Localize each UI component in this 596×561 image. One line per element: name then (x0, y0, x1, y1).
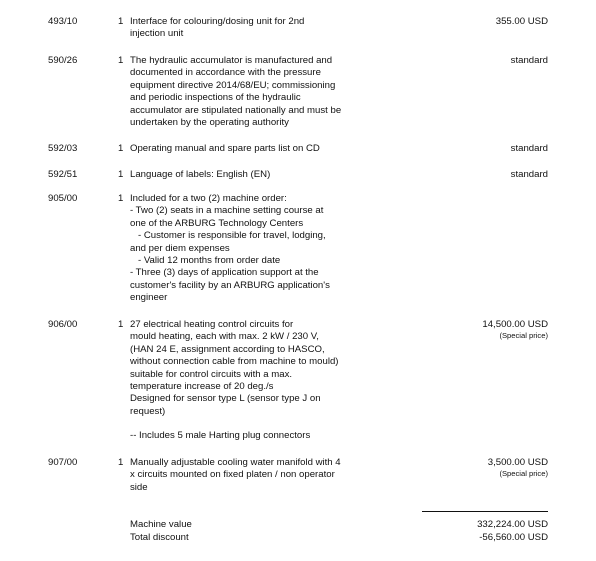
description-line: 27 electrical heating control circuits for (130, 319, 294, 330)
item-quantity: 1 (118, 193, 124, 204)
price-value: 355.00 USD (495, 16, 548, 27)
description-line: Interface for colouring/dosing unit for 2nd (130, 16, 305, 27)
price-value: standard (510, 143, 548, 154)
description-line: - Two (2) seats in a machine setting course at (130, 205, 324, 217)
description-line: - Customer is responsible for travel, lodging, (130, 230, 326, 242)
description-line: equipment directive 2014/68/EU; commissioning (130, 79, 336, 91)
description-line: Designed for sensor type L (sensor type J on (130, 393, 321, 405)
item-description (130, 16, 370, 41)
description-line: Language of labels: English (EN) (130, 169, 271, 180)
description-line: x circuits mounted on fixed platen / non operator (130, 469, 335, 481)
description-line: Included for a two (2) machine order: (130, 193, 287, 204)
description-line: engineer (130, 292, 168, 304)
item-code: 592/51 (48, 169, 78, 180)
description-line: Operating manual and spare parts list on CD (130, 143, 320, 154)
item-quantity: 1 (118, 169, 124, 180)
description-line: Manually adjustable cooling water manifold with 4 (130, 457, 341, 468)
totals-divider (422, 511, 548, 512)
description-line: - Valid 12 months from order date (130, 255, 281, 267)
description-line: injection unit (130, 28, 184, 40)
item-price (496, 16, 548, 27)
description-line: -- Includes 5 male Harting plug connectors (130, 430, 311, 442)
item-quantity: 1 (118, 16, 124, 27)
item-description (130, 55, 370, 129)
description-line: customer's facility by an ARBURG application's (130, 279, 330, 291)
description-line: request) (130, 405, 166, 417)
item-code: 905/00 (48, 193, 78, 204)
item-quantity: 1 (118, 319, 124, 330)
price-value: standard (510, 55, 548, 66)
item-price (511, 143, 548, 154)
description-line: one of the ARBURG Technology Centers (130, 217, 304, 229)
item-price (488, 457, 548, 478)
description-line: undertaken by the operating authority (130, 117, 289, 129)
price-value: 3,500.00 USD (487, 457, 548, 468)
machine-value-label: Machine value (130, 519, 192, 530)
item-code: 592/03 (48, 143, 78, 154)
price-note: (Special price) (499, 469, 548, 478)
item-price (511, 55, 548, 66)
item-quantity: 1 (118, 457, 124, 468)
total-discount-label: Total discount (130, 532, 189, 543)
item-description (130, 143, 370, 155)
description-line: and per diem expenses (130, 242, 230, 254)
description-line: and periodic inspections of the hydraulic (130, 92, 301, 104)
total-discount: -56,560.00 USD (479, 532, 548, 543)
description-line: mould heating, each with max. 2 kW / 230 V, (130, 331, 319, 343)
description-line: side (130, 481, 148, 493)
item-description (130, 193, 370, 305)
description-line: accumulator are stipulated nationally and must be (130, 104, 342, 116)
description-line: The hydraulic accumulator is manufactured and (130, 55, 333, 66)
description-line: temperature increase of 20 deg./s (130, 381, 274, 393)
description-line: without connection cable from machine to mould) (130, 356, 339, 368)
item-quantity: 1 (118, 55, 124, 66)
machine-value: 332,224.00 USD (477, 519, 548, 530)
description-line (130, 418, 370, 430)
description-line: (HAN 24 E, assignment according to HASCO, (130, 343, 325, 355)
item-quantity: 1 (118, 143, 124, 154)
description-line: suitable for control circuits with a max. (130, 368, 293, 380)
item-price (482, 319, 548, 340)
item-code: 906/00 (48, 319, 78, 330)
price-value: standard (510, 169, 548, 180)
item-code: 907/00 (48, 457, 78, 468)
price-value: 14,500.00 USD (482, 319, 548, 330)
description-line: - Three (3) days of application support at the (130, 267, 319, 279)
description-line: documented in accordance with the pressure (130, 67, 321, 79)
item-description (130, 457, 370, 494)
item-code: 590/26 (48, 55, 78, 66)
item-price (511, 169, 548, 180)
item-description (130, 319, 370, 443)
item-description (130, 169, 370, 181)
item-code: 493/10 (48, 16, 78, 27)
price-note: (Special price) (499, 331, 548, 340)
